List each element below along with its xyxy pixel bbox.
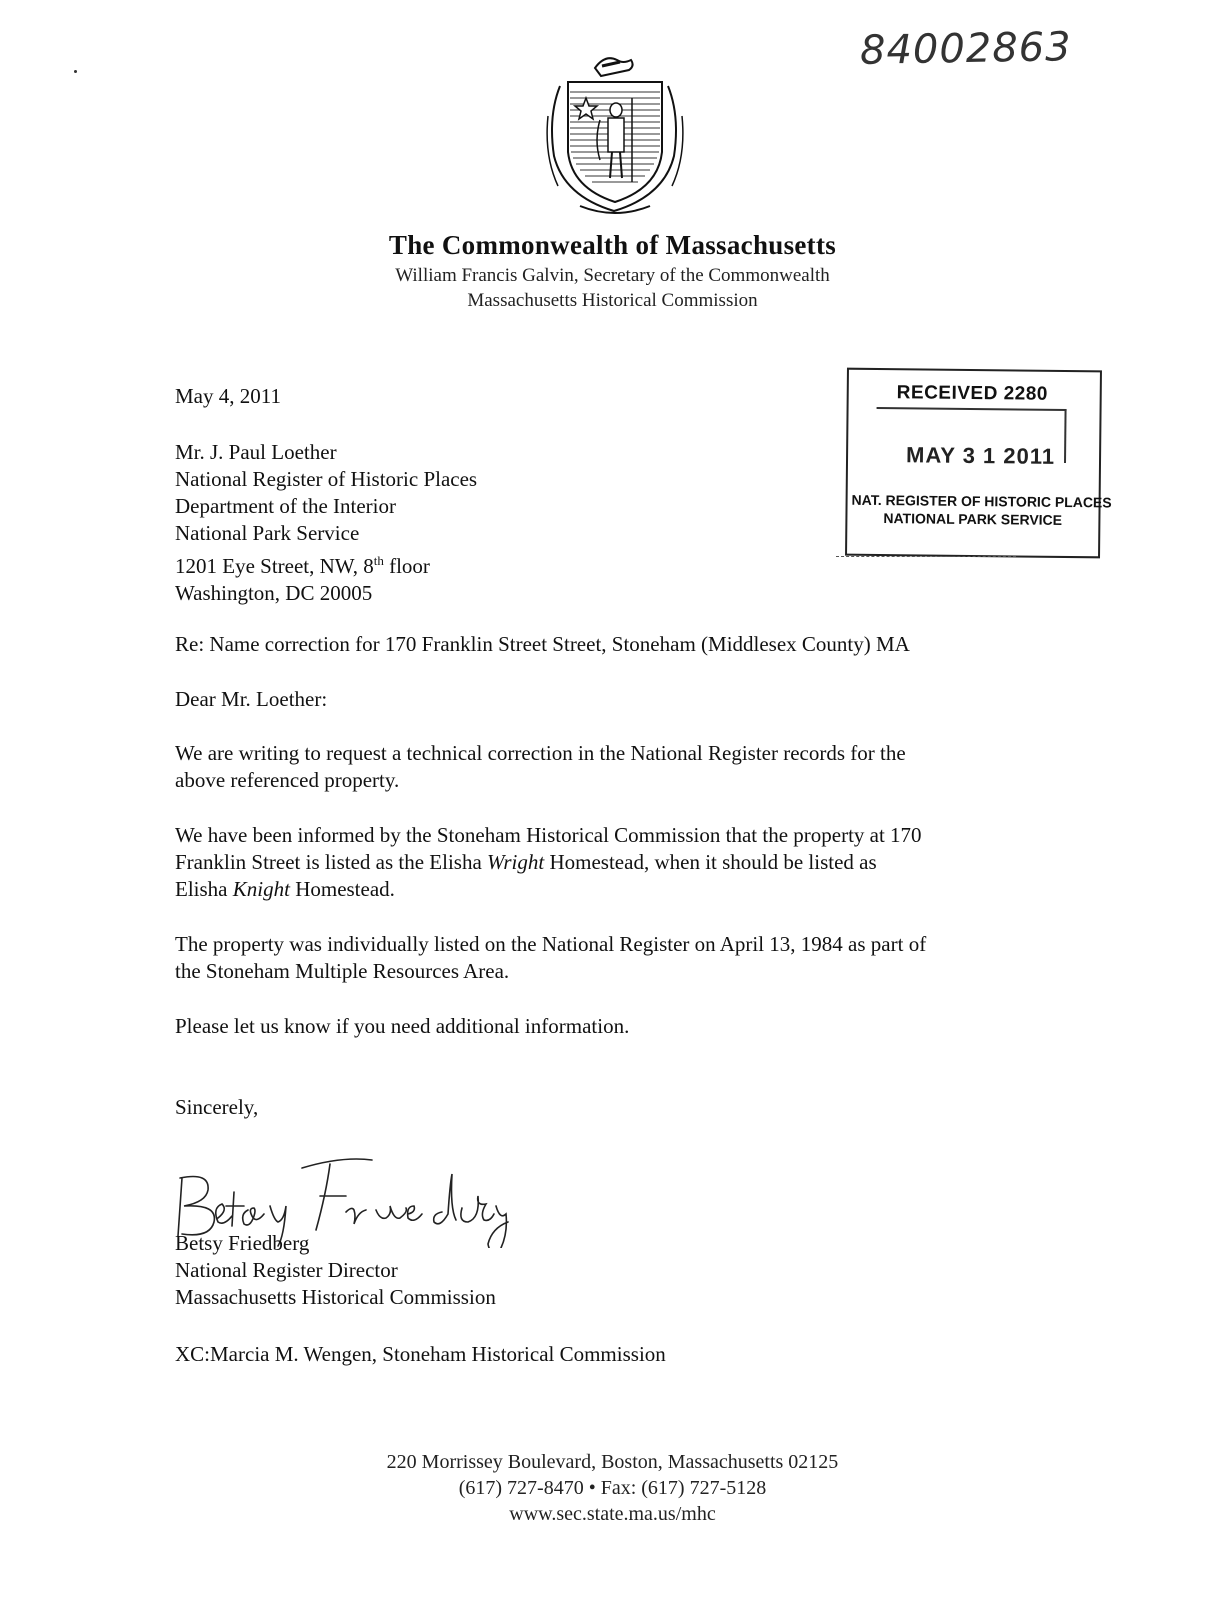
stamp-date: MAY 3 1 2011	[905, 442, 1056, 469]
re-line: Re: Name correction for 170 Franklin Street Street, Stoneham (Middlesex County) MA	[175, 632, 910, 656]
recipient-address	[175, 439, 477, 607]
recipient-street: 1201 Eye Street, NW, 8th floor	[175, 553, 430, 578]
footer-website: www.sec.state.ma.us/mhc	[509, 1503, 716, 1525]
letterhead-secretary: William Francis Galvin, Secretary of the Commonwealth	[395, 265, 830, 286]
paragraph-2: We have been informed by the Stoneham Historical Commission that the property at 170 Franklin Street is listed as the Elisha Wright Homestead, when it should be listed as Elisha Knight Homestead.	[175, 823, 922, 901]
recipient-dept: Department of the Interior	[175, 494, 396, 518]
recipient-agency: National Park Service	[175, 521, 360, 545]
signer-org: Massachusetts Historical Commission	[175, 1285, 496, 1309]
paragraph-3: The property was individually listed on the National Register on April 13, 1984 as part of the Stoneham Multiple Resources Area.	[175, 932, 927, 983]
recipient-name: Mr. J. Paul Loether	[175, 440, 337, 464]
signer-name: Betsy Friedberg	[175, 1231, 310, 1255]
cc-line: XC:Marcia M. Wengen, Stoneham Historical Commission	[175, 1342, 666, 1366]
emphasis-knight: Knight	[232, 877, 290, 901]
handwritten-reference-number: 84002863	[859, 24, 1072, 74]
stamp-line-park-service: NATIONAL PARK SERVICE	[883, 510, 1063, 528]
paragraph-1: We are writing to request a technical correction in the National Register records for the above referenced property.	[175, 741, 906, 792]
stamp-header: RECEIVED 2280	[896, 382, 1049, 405]
emphasis-wright: Wright	[487, 850, 545, 874]
footer-address: 220 Morrissey Boulevard, Boston, Massachusetts 02125	[386, 1451, 839, 1473]
signer-block	[175, 1230, 496, 1311]
recipient-org: National Register of Historic Places	[175, 467, 478, 491]
massachusetts-seal-icon	[540, 46, 690, 226]
footer-phone: (617) 727-8470 • Fax: (617) 727-5128	[458, 1477, 767, 1499]
recipient-city: Washington, DC 20005	[175, 581, 373, 605]
letter-date: May 4, 2011	[175, 384, 281, 408]
stamp-line-register: NAT. REGISTER OF HISTORIC PLACES	[851, 491, 1112, 511]
signer-title: National Register Director	[175, 1258, 398, 1282]
closing: Sincerely,	[175, 1095, 259, 1119]
letterhead-commission: Massachusetts Historical Commission	[467, 290, 758, 311]
stamp-dashed-line	[836, 556, 1016, 557]
salutation: Dear Mr. Loether:	[175, 687, 328, 711]
scan-speck	[74, 70, 77, 73]
paragraph-4: Please let us know if you need additional information.	[175, 1014, 630, 1038]
received-stamp	[845, 368, 1112, 559]
letterhead-title: The Commonwealth of Massachusetts	[388, 230, 837, 260]
